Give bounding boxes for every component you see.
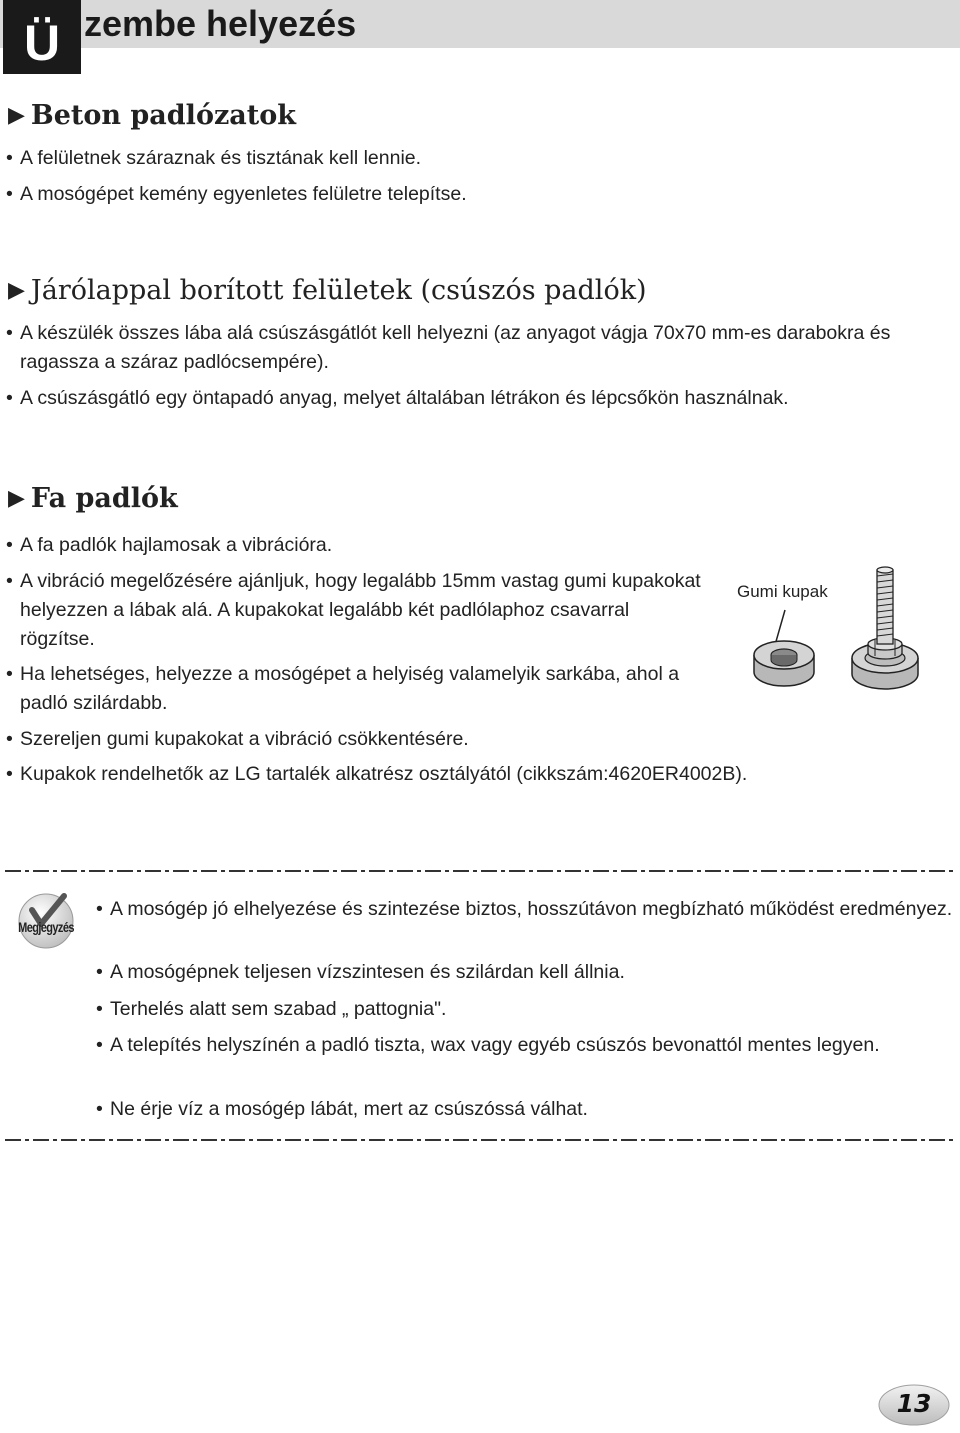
arrow-right-icon: ▶ bbox=[8, 486, 25, 511]
bullet-icon: • bbox=[96, 898, 103, 920]
section-heading-text: Járólappal borított felületek (csúszós padlók) bbox=[30, 275, 647, 306]
list-item-text: A fa padlók hajlamosak a vibrációra. bbox=[20, 534, 333, 556]
bullet-icon: • bbox=[6, 183, 13, 205]
list-item bbox=[6, 531, 706, 560]
bullet-icon: • bbox=[6, 763, 13, 785]
list-item-text: Szereljen gumi kupakokat a vibráció csökkentésére. bbox=[20, 728, 469, 750]
arrow-right-icon: ▶ bbox=[8, 278, 25, 303]
list-item-text: A csúszásgátló egy öntapadó anyag, melyet általában létrákon és lépcsőkön használnak. bbox=[20, 387, 789, 409]
bullet-icon: • bbox=[6, 570, 13, 592]
list-item-text: A készülék összes lába alá csúszásgátlót kell helyezni (az anyagot vágja 70x70 mm-es darabokra és ragassza a száraz padlócsempére). bbox=[20, 322, 891, 373]
note-item-text: Ne érje víz a mosógép lábát, mert az csúszóssá válhat. bbox=[110, 1098, 588, 1120]
note-item-text: A mosógépnek teljesen vízszintesen és szilárdan kell állnia. bbox=[110, 961, 625, 983]
note-item-text: A telepítés helyszínén a padló tiszta, wax vagy egyéb csúszós bevonattól mentes legyen. bbox=[110, 1034, 880, 1056]
bullet-icon: • bbox=[96, 1034, 103, 1056]
page-title: zembe helyezés bbox=[84, 3, 357, 44]
list-item bbox=[6, 660, 716, 718]
list-item bbox=[6, 144, 906, 173]
list-item bbox=[6, 384, 926, 413]
rubber-cap-icon bbox=[754, 641, 814, 686]
list-item bbox=[6, 760, 926, 789]
section-heading-beton bbox=[8, 99, 296, 133]
gumi-kupak-label: Gumi kupak bbox=[737, 582, 828, 601]
bullet-icon: • bbox=[6, 322, 13, 344]
list-item-text: A vibráció megelőzésére ajánljuk, hogy legalább 15mm vastag gumi kupakokat helyezzen a lábak alá. A kupakokat legalább két padlólaphoz csavarral rögzítse. bbox=[20, 570, 701, 650]
list-item-text: A mosógépet kemény egyenletes felületre telepítse. bbox=[20, 183, 467, 205]
page-number: 13 bbox=[896, 1389, 932, 1418]
note-icon-label: Megjegyzés bbox=[18, 920, 74, 936]
list-item bbox=[6, 725, 906, 754]
note-item bbox=[96, 895, 956, 924]
bullet-icon: • bbox=[6, 147, 13, 169]
list-item bbox=[6, 180, 906, 209]
section-heading-jarolap bbox=[8, 274, 647, 308]
list-item bbox=[6, 567, 706, 654]
bullet-icon: • bbox=[6, 534, 13, 556]
bullet-icon: • bbox=[96, 998, 103, 1020]
section-heading-fa bbox=[8, 482, 178, 516]
note-item bbox=[96, 958, 956, 987]
note-item bbox=[96, 995, 956, 1024]
bullet-icon: • bbox=[6, 728, 13, 750]
bullet-icon: • bbox=[96, 1098, 103, 1120]
list-item bbox=[6, 319, 896, 377]
note-top-divider bbox=[5, 870, 957, 872]
adjustable-foot-icon bbox=[852, 567, 918, 689]
note-item-text: Terhelés alatt sem szabad „ pattognia". bbox=[110, 998, 447, 1020]
section-heading-text: Fa padlók bbox=[30, 483, 178, 514]
rubber-cap-illustration bbox=[740, 560, 940, 700]
list-item-text: A felületnek száraznak és tisztának kell lennie. bbox=[20, 147, 422, 169]
arrow-right-icon: ▶ bbox=[8, 103, 25, 128]
note-item-text: A mosógép jó elhelyezése és szintezése biztos, hosszútávon megbízható működést eredményez. bbox=[110, 898, 953, 920]
header-initial-letter: Ü bbox=[3, 0, 81, 74]
note-item bbox=[96, 1095, 956, 1124]
list-item-text: Kupakok rendelhetők az LG tartalék alkatrész osztályától (cikkszám:4620ER4002B). bbox=[20, 763, 748, 785]
leader-line bbox=[775, 610, 785, 645]
bullet-icon: • bbox=[6, 387, 13, 409]
list-item-text: Ha lehetséges, helyezze a mosógépet a helyiség valamelyik sarkába, ahol a padló szilárdabb. bbox=[20, 663, 680, 714]
bullet-icon: • bbox=[96, 961, 103, 983]
note-item bbox=[96, 1031, 926, 1060]
note-bottom-divider bbox=[5, 1139, 957, 1141]
section-heading-text: Beton padlózatok bbox=[30, 100, 296, 131]
bullet-icon: • bbox=[6, 663, 13, 685]
